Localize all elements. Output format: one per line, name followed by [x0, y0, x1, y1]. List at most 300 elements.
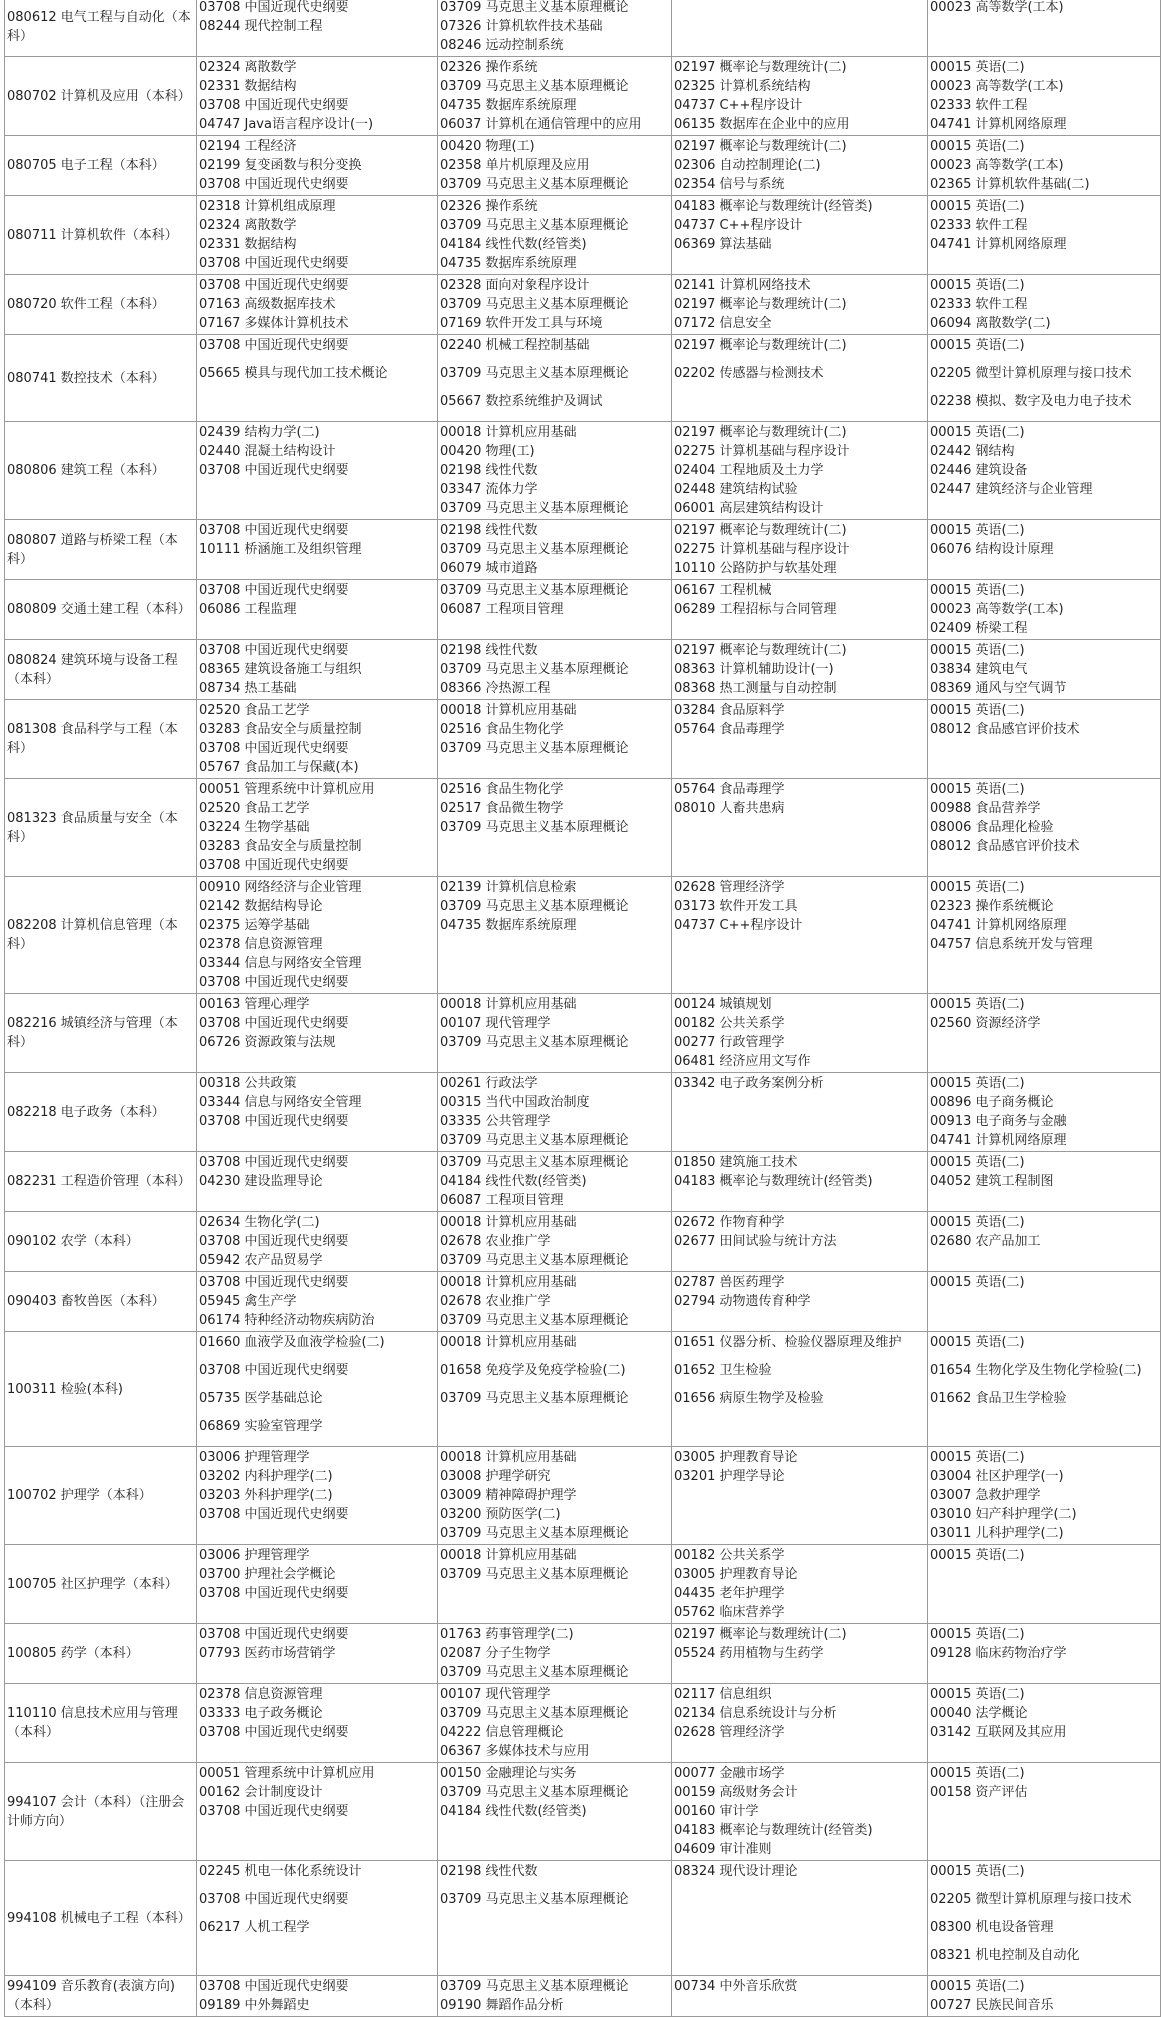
course-cell-1	[197, 1212, 438, 1272]
course-entry: 03708 中国近现代史纲要	[199, 256, 349, 271]
course-entry: 06079 城市道路	[440, 561, 538, 576]
course-entry: 00015 英语(二)	[930, 1450, 1025, 1465]
course-entry: 03708 中国近现代史纲要	[199, 523, 349, 538]
course-entry: 03708 中国近现代史纲要	[199, 1234, 349, 1249]
course-entry: 02197 概率论与数理统计(二)	[674, 643, 847, 658]
course-entry: 05735 医学基础总论	[199, 1391, 323, 1406]
course-cell-4	[928, 57, 1161, 136]
course-entry: 01850 建筑施工技术	[674, 1155, 798, 1170]
major-cell	[5, 422, 197, 520]
course-entry: 02672 作物育种学	[674, 1215, 785, 1230]
course-entry: 02117 信息组织	[674, 1687, 772, 1702]
course-cell-1	[197, 580, 438, 640]
course-entry: 04052 建筑工程制图	[930, 1174, 1054, 1189]
course-entry: 00015 英语(二)	[930, 997, 1025, 1012]
major-name: 082231 工程造价管理（本科）	[7, 1174, 191, 1189]
course-cell-3	[672, 1763, 928, 1861]
course-cell-3	[672, 335, 928, 422]
course-entry: 09189 中外舞蹈史	[199, 1998, 310, 2013]
course-entry: 05945 禽生产学	[199, 1294, 297, 1309]
course-cell-2	[438, 1624, 672, 1684]
course-cell-2	[438, 779, 672, 877]
course-entry: 03709 马克思主义基本原理概论	[440, 1526, 629, 1541]
course-entry: 08300 机电设备管理	[930, 1920, 1054, 1935]
major-name: 080702 计算机及应用（本科）	[7, 88, 191, 104]
course-entry: 02197 概率论与数理统计(二)	[674, 425, 847, 440]
course-entry: 02197 概率论与数理统计(二)	[674, 523, 847, 538]
course-entry: 06726 资源政策与法规	[199, 1035, 336, 1050]
course-cell-4	[928, 700, 1161, 779]
course-entry: 02198 线性代数	[440, 643, 538, 658]
course-cell-4	[928, 1332, 1161, 1447]
course-entry: 00734 中外音乐欣赏	[674, 1979, 798, 1994]
course-entry: 00277 行政管理学	[674, 1035, 785, 1050]
course-entry: 02331 数据结构	[199, 237, 297, 252]
course-cell-2	[438, 1861, 672, 1976]
course-entry: 03709 马克思主义基本原理概论	[440, 366, 629, 381]
course-entry: 07163 高级数据库技术	[199, 297, 336, 312]
course-entry: 03007 急救护理学	[930, 1488, 1041, 1503]
course-entry: 02306 自动控制理论(二)	[674, 158, 821, 173]
major-cell	[5, 1545, 197, 1624]
major-name: 100705 社区护理学（本科）	[7, 1576, 178, 1592]
course-entry: 00018 计算机应用基础	[440, 1548, 577, 1563]
course-entry: 02517 食品微生物学	[440, 801, 564, 816]
course-entry: 02275 计算机基础与程序设计	[674, 542, 850, 557]
course-entry: 06217 人机工程学	[199, 1920, 310, 1935]
course-entry: 03709 马克思主义基本原理概论	[440, 1785, 629, 1800]
course-entry: 02326 操作系统	[440, 199, 538, 214]
course-entry: 02440 混凝土结构设计	[199, 444, 336, 459]
course-entry: 07793 医药市场营销学	[199, 1646, 336, 1661]
course-entry: 02139 计算机信息检索	[440, 880, 577, 895]
major-name: 080807 道路与桥梁工程（本科）	[7, 532, 178, 567]
course-cell-4	[928, 580, 1161, 640]
course-cell-2	[438, 1763, 672, 1861]
major-cell	[5, 1332, 197, 1447]
course-entry: 00015 英语(二)	[930, 1548, 1025, 1563]
major-cell	[5, 136, 197, 196]
course-cell-4	[928, 275, 1161, 335]
course-entry: 08734 热工基础	[199, 681, 297, 696]
course-entry: 05667 数控系统维护及调试	[440, 394, 603, 409]
table-row	[5, 422, 1161, 520]
course-entry: 00015 英语(二)	[930, 1864, 1025, 1879]
major-cell	[5, 1861, 197, 1976]
course-entry: 00018 计算机应用基础	[440, 425, 577, 440]
table-row	[5, 1152, 1161, 1212]
table-row	[5, 1447, 1161, 1545]
major-name: 080809 交通土建工程（本科）	[7, 602, 191, 617]
course-cell-4	[928, 335, 1161, 422]
course-entry: 02333 软件工程	[930, 297, 1028, 312]
major-cell	[5, 1212, 197, 1272]
exam-schedule-table	[4, 0, 1161, 2017]
course-entry: 02677 田间试验与统计方法	[674, 1234, 837, 1249]
course-entry: 04435 老年护理学	[674, 1586, 785, 1601]
course-entry: 04741 计算机网络原理	[930, 918, 1067, 933]
course-cell-3	[672, 1073, 928, 1152]
table-row	[5, 1212, 1161, 1272]
major-name: 080806 建筑工程（本科）	[7, 463, 165, 478]
course-entry: 08363 计算机辅助设计(一)	[674, 662, 834, 677]
course-entry: 03006 护理管理学	[199, 1548, 310, 1563]
course-entry: 03708 中国近现代史纲要	[199, 1892, 349, 1907]
course-entry: 00023 高等数学(工本)	[930, 602, 1064, 617]
course-entry: 02439 结构力学(二)	[199, 425, 320, 440]
course-entry: 03010 妇产科护理学(二)	[930, 1507, 1077, 1522]
course-entry: 02194 工程经济	[199, 139, 297, 154]
course-entry: 03708 中国近现代史纲要	[199, 1363, 349, 1378]
course-entry: 00018 计算机应用基础	[440, 703, 577, 718]
course-entry: 02198 线性代数	[440, 523, 538, 538]
course-entry: 03004 社区护理学(一)	[930, 1469, 1064, 1484]
course-cell-4	[928, 422, 1161, 520]
course-cell-3	[672, 0, 928, 57]
course-cell-1	[197, 1763, 438, 1861]
major-name: 080612 电气工程与自动化（本科）	[7, 9, 191, 44]
course-entry: 00015 英语(二)	[930, 1076, 1025, 1091]
major-name: 081323 食品质量与安全（本科）	[7, 810, 178, 845]
course-entry: 00015 英语(二)	[930, 523, 1025, 538]
major-name: 100805 药学（本科）	[7, 1646, 139, 1661]
course-entry: 00318 公共政策	[199, 1076, 297, 1091]
course-cell-2	[438, 1447, 672, 1545]
course-entry: 02520 食品工艺学	[199, 703, 310, 718]
course-entry: 02442 钢结构	[930, 444, 1015, 459]
course-entry: 08012 食品感官评价技术	[930, 839, 1080, 854]
course-cell-3	[672, 1976, 928, 2017]
course-entry: 02142 数据结构导论	[199, 899, 323, 914]
course-entry: 02141 计算机网络技术	[674, 278, 811, 293]
course-entry: 03709 马克思主义基本原理概论	[440, 297, 629, 312]
course-cell-2	[438, 0, 672, 57]
table-row	[5, 1272, 1161, 1332]
course-entry: 04184 线性代数(经管类)	[440, 1804, 587, 1819]
course-cell-4	[928, 1763, 1161, 1861]
table-row	[5, 335, 1161, 422]
course-cell-1	[197, 877, 438, 994]
course-entry: 04183 概率论与数理统计(经管类)	[674, 199, 873, 214]
course-entry: 02375 运筹学基础	[199, 918, 310, 933]
course-entry: 03283 食品安全与质量控制	[199, 722, 362, 737]
course-cell-4	[928, 1272, 1161, 1332]
course-entry: 05764 食品毒理学	[674, 722, 785, 737]
course-entry: 02205 微型计算机原理与接口技术	[930, 366, 1132, 381]
course-entry: 01763 药事管理学(二)	[440, 1627, 574, 1642]
major-cell	[5, 335, 197, 422]
course-cell-2	[438, 196, 672, 275]
course-entry: 03708 中国近现代史纲要	[199, 583, 349, 598]
course-entry: 00015 英语(二)	[930, 782, 1025, 797]
course-cell-1	[197, 1073, 438, 1152]
major-name: 080711 计算机软件（本科）	[7, 227, 178, 243]
course-entry: 00015 英语(二)	[930, 1627, 1025, 1642]
course-entry: 02446 建筑设备	[930, 463, 1028, 478]
course-entry: 02202 传感器与检测技术	[674, 366, 824, 381]
course-cell-2	[438, 520, 672, 580]
course-cell-3	[672, 640, 928, 700]
course-entry: 10110 公路防护与软基处理	[674, 561, 837, 576]
course-entry: 00018 计算机应用基础	[440, 1450, 577, 1465]
course-entry: 01651 仪器分析、检验仪器原理及维护	[674, 1335, 902, 1350]
major-name: 994109 音乐教育(表演方向)（本科）	[7, 1979, 175, 2013]
course-entry: 03708 中国近现代史纲要	[199, 1016, 349, 1031]
course-entry: 02678 农业推广学	[440, 1294, 551, 1309]
course-entry: 02245 机电一体化系统设计	[199, 1864, 362, 1879]
major-name: 994108 机械电子工程（本科）	[7, 1910, 191, 1926]
course-entry: 07167 多媒体计算机技术	[199, 316, 349, 331]
course-entry: 01656 病原生物学及检验	[674, 1391, 824, 1406]
course-entry: 02324 离散数学	[199, 218, 297, 233]
table-row	[5, 994, 1161, 1073]
major-name: 090403 畜牧兽医（本科）	[7, 1294, 165, 1309]
course-entry: 03709 马克思主义基本原理概论	[440, 1979, 629, 1994]
course-entry: 03708 中国近现代史纲要	[199, 1627, 349, 1642]
course-entry: 02197 概率论与数理统计(二)	[674, 297, 847, 312]
course-entry: 00160 审计学	[674, 1804, 759, 1819]
course-entry: 08006 食品理化检验	[930, 820, 1054, 835]
course-entry: 02318 计算机组成原理	[199, 199, 336, 214]
course-entry: 03708 中国近现代史纲要	[199, 278, 349, 293]
course-cell-2	[438, 877, 672, 994]
course-entry: 06135 数据库在企业中的应用	[674, 117, 850, 132]
course-entry: 03224 生物学基础	[199, 820, 310, 835]
course-entry: 00015 英语(二)	[930, 1766, 1025, 1781]
course-entry: 02628 管理经济学	[674, 1725, 785, 1740]
course-entry: 00913 电子商务与金融	[930, 1114, 1067, 1129]
course-entry: 03709 马克思主义基本原理概论	[440, 583, 629, 598]
course-entry: 01658 免疫学及免疫学检验(二)	[440, 1363, 626, 1378]
course-entry: 02365 计算机软件基础(二)	[930, 177, 1090, 192]
course-cell-2	[438, 275, 672, 335]
course-entry: 04183 概率论与数理统计(经管类)	[674, 1174, 873, 1189]
table-row	[5, 0, 1161, 57]
major-cell	[5, 1152, 197, 1212]
course-entry: 02520 食品工艺学	[199, 801, 310, 816]
course-entry: 00159 高级财务会计	[674, 1785, 798, 1800]
course-entry: 06174 特种经济动物疾病防治	[199, 1313, 375, 1328]
course-entry: 02358 单片机原理及应用	[440, 158, 590, 173]
course-cell-2	[438, 1152, 672, 1212]
course-entry: 00182 公共关系学	[674, 1016, 785, 1031]
course-entry: 08244 现代控制工程	[199, 19, 323, 34]
table-row	[5, 136, 1161, 196]
course-cell-4	[928, 136, 1161, 196]
course-entry: 00015 英语(二)	[930, 1275, 1025, 1290]
course-entry: 09128 临床药物治疗学	[930, 1646, 1067, 1661]
course-cell-3	[672, 1332, 928, 1447]
course-entry: 06087 工程项目管理	[440, 602, 564, 617]
course-cell-3	[672, 1861, 928, 1976]
course-entry: 04184 线性代数(经管类)	[440, 237, 587, 252]
course-cell-1	[197, 1447, 438, 1545]
course-entry: 02404 工程地质及土力学	[674, 463, 824, 478]
course-cell-2	[438, 1684, 672, 1763]
course-entry: 03173 软件开发工具	[674, 899, 798, 914]
major-cell	[5, 700, 197, 779]
course-cell-4	[928, 1073, 1161, 1152]
major-cell	[5, 580, 197, 640]
course-entry: 03005 护理教育导论	[674, 1450, 798, 1465]
course-entry: 00988 食品营养学	[930, 801, 1041, 816]
course-entry: 03708 中国近现代史纲要	[199, 177, 349, 192]
course-cell-1	[197, 1545, 438, 1624]
course-entry: 03708 中国近现代史纲要	[199, 463, 349, 478]
course-entry: 03342 电子政务案例分析	[674, 1076, 824, 1091]
course-entry: 03344 信息与网络安全管理	[199, 1095, 362, 1110]
course-cell-2	[438, 1545, 672, 1624]
course-entry: 05767 食品加工与保藏(本)	[199, 760, 359, 775]
major-cell	[5, 196, 197, 275]
table-row	[5, 1073, 1161, 1152]
course-cell-3	[672, 1624, 928, 1684]
course-cell-1	[197, 335, 438, 422]
course-entry: 02448 建筑结构试验	[674, 482, 798, 497]
course-entry: 00023 高等数学(工本)	[930, 0, 1064, 15]
course-entry: 02333 软件工程	[930, 98, 1028, 113]
course-entry: 06367 多媒体技术与应用	[440, 1744, 590, 1759]
course-entry: 04609 审计准则	[674, 1842, 772, 1857]
course-entry: 06037 计算机在通信管理中的应用	[440, 117, 642, 132]
course-entry: 08012 食品感官评价技术	[930, 722, 1080, 737]
course-entry: 08368 热工测量与自动控制	[674, 681, 837, 696]
course-entry: 02787 兽医药理学	[674, 1275, 785, 1290]
major-cell	[5, 1976, 197, 2017]
course-entry: 02198 线性代数	[440, 1864, 538, 1879]
course-entry: 00420 物理(工)	[440, 444, 535, 459]
course-entry: 02328 面向对象程序设计	[440, 278, 590, 293]
course-entry: 00261 行政法学	[440, 1076, 538, 1091]
course-entry: 00051 管理系统中计算机应用	[199, 1766, 375, 1781]
course-entry: 04735 数据库系统原理	[440, 256, 577, 271]
course-entry: 02333 软件工程	[930, 218, 1028, 233]
course-entry: 05524 药用植物与生药学	[674, 1646, 824, 1661]
course-cell-4	[928, 1545, 1161, 1624]
course-entry: 00015 英语(二)	[930, 199, 1025, 214]
course-entry: 02199 复变函数与积分变换	[199, 158, 362, 173]
course-entry: 00015 英语(二)	[930, 703, 1025, 718]
course-entry: 01654 生物化学及生物化学检验(二)	[930, 1363, 1142, 1378]
course-entry: 00015 英语(二)	[930, 1155, 1025, 1170]
course-entry: 03344 信息与网络安全管理	[199, 956, 362, 971]
course-entry: 02794 动物遗传育种学	[674, 1294, 811, 1309]
course-entry: 02680 农产品加工	[930, 1234, 1041, 1249]
table-row	[5, 196, 1161, 275]
course-entry: 00107 现代管理学	[440, 1687, 551, 1702]
course-cell-1	[197, 700, 438, 779]
course-entry: 00420 物理(工)	[440, 139, 535, 154]
course-entry: 04741 计算机网络原理	[930, 1133, 1067, 1148]
course-entry: 03709 马克思主义基本原理概论	[440, 741, 629, 756]
course-entry: 02240 机械工程控制基础	[440, 338, 590, 353]
course-cell-1	[197, 520, 438, 580]
course-entry: 00163 管理心理学	[199, 997, 310, 1012]
course-entry: 00018 计算机应用基础	[440, 1275, 577, 1290]
course-entry: 03709 马克思主义基本原理概论	[440, 79, 629, 94]
table-row	[5, 700, 1161, 779]
course-entry: 02628 管理经济学	[674, 880, 785, 895]
table-row	[5, 779, 1161, 877]
major-name: 110110 信息技术应用与管理（本科）	[7, 1706, 178, 1740]
course-entry: 03709 马克思主义基本原理概论	[440, 0, 629, 15]
course-cell-1	[197, 1976, 438, 2017]
course-entry: 05942 农产品贸易学	[199, 1253, 323, 1268]
course-entry: 03709 马克思主义基本原理概论	[440, 542, 629, 557]
course-entry: 00018 计算机应用基础	[440, 997, 577, 1012]
course-entry: 02197 概率论与数理统计(二)	[674, 139, 847, 154]
course-entry: 03709 马克思主义基本原理概论	[440, 820, 629, 835]
course-entry: 00015 英语(二)	[930, 1979, 1025, 1994]
course-entry: 02205 微型计算机原理与接口技术	[930, 1892, 1132, 1907]
course-entry: 03834 建筑电气	[930, 662, 1028, 677]
course-entry: 00015 英语(二)	[930, 583, 1025, 598]
course-cell-1	[197, 1272, 438, 1332]
course-entry: 08246 远动控制系统	[440, 38, 564, 53]
course-entry: 03708 中国近现代史纲要	[199, 858, 349, 873]
course-entry: 02275 计算机基础与程序设计	[674, 444, 850, 459]
table-row	[5, 275, 1161, 335]
course-entry: 04747 Java语言程序设计(一)	[199, 117, 374, 132]
course-entry: 03142 互联网及其应用	[930, 1725, 1067, 1740]
course-cell-3	[672, 580, 928, 640]
course-cell-4	[928, 1212, 1161, 1272]
course-entry: 00015 英语(二)	[930, 278, 1025, 293]
course-entry: 06094 离散数学(二)	[930, 316, 1051, 331]
major-name: 100702 护理学（本科）	[7, 1488, 152, 1503]
major-cell	[5, 57, 197, 136]
course-entry: 03709 马克思主义基本原理概论	[440, 1313, 629, 1328]
course-entry: 00023 高等数学(工本)	[930, 79, 1064, 94]
table-row	[5, 1332, 1161, 1447]
major-cell	[5, 994, 197, 1073]
course-entry: 04735 数据库系统原理	[440, 98, 577, 113]
course-entry: 03011 儿科护理学(二)	[930, 1526, 1064, 1541]
major-cell	[5, 520, 197, 580]
major-cell	[5, 1684, 197, 1763]
table-row	[5, 1684, 1161, 1763]
course-cell-1	[197, 422, 438, 520]
course-entry: 03009 精神障碍护理学	[440, 1488, 577, 1503]
course-entry: 04183 概率论与数理统计(经管类)	[674, 1823, 873, 1838]
course-entry: 02516 食品生物化学	[440, 782, 564, 797]
course-entry: 02197 概率论与数理统计(二)	[674, 1627, 847, 1642]
course-entry: 10111 桥涵施工及组织管理	[199, 542, 362, 557]
course-cell-3	[672, 275, 928, 335]
table-row	[5, 640, 1161, 700]
course-entry: 02197 概率论与数理统计(二)	[674, 60, 847, 75]
course-entry: 07172 信息安全	[674, 316, 772, 331]
course-entry: 08010 人畜共患病	[674, 801, 785, 816]
course-entry: 04741 计算机网络原理	[930, 117, 1067, 132]
course-entry: 00051 管理系统中计算机应用	[199, 782, 375, 797]
course-entry: 06076 结构设计原理	[930, 542, 1054, 557]
course-cell-1	[197, 1684, 438, 1763]
course-entry: 03700 护理社会学概论	[199, 1567, 336, 1582]
course-entry: 04737 C++程序设计	[674, 918, 803, 933]
course-entry: 03202 内科护理学(二)	[199, 1469, 333, 1484]
course-entry: 04184 线性代数(经管类)	[440, 1174, 587, 1189]
course-cell-1	[197, 0, 438, 57]
major-name: 080824 建筑环境与设备工程（本科）	[7, 652, 178, 687]
course-entry: 06087 工程项目管理	[440, 1193, 564, 1208]
course-entry: 00315 当代中国政治制度	[440, 1095, 590, 1110]
course-cell-3	[672, 877, 928, 994]
course-entry: 00150 金融理论与实务	[440, 1766, 577, 1781]
course-entry: 00182 公共关系学	[674, 1548, 785, 1563]
course-cell-3	[672, 1272, 928, 1332]
course-cell-3	[672, 1212, 928, 1272]
